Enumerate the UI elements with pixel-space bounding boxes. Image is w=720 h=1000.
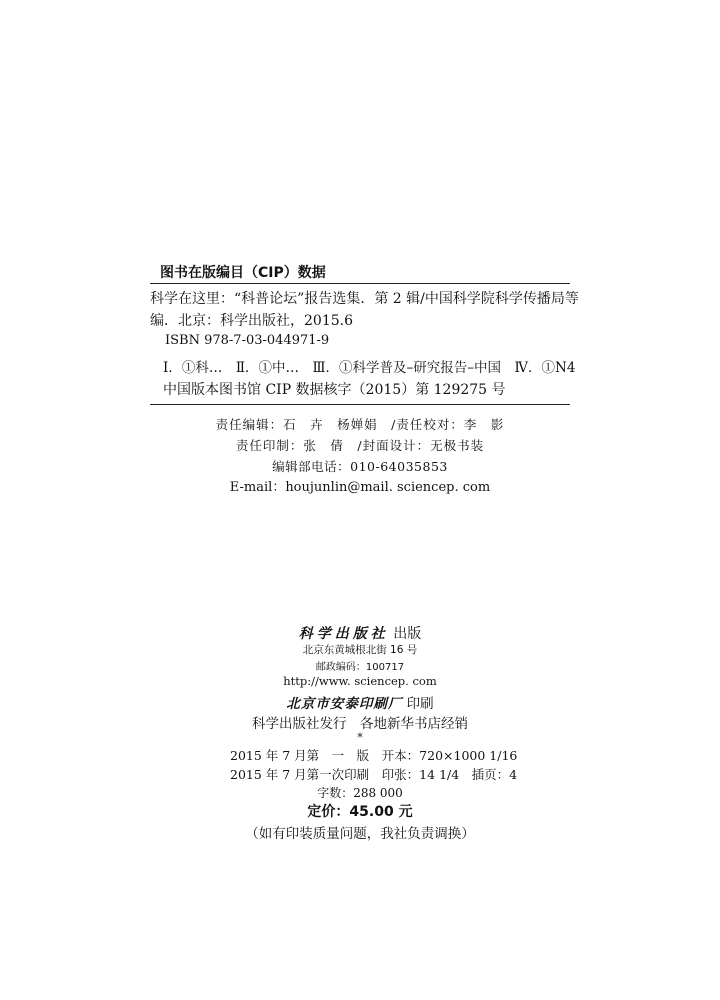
- cip-number: 中国版本图书馆 CIP 数据核字（2015）第 129275 号: [163, 382, 506, 398]
- editors-line-1: 责任编辑：石 卉 杨婵娟 /责任校对：李 影: [215, 417, 505, 432]
- publisher-name: 科学出版社: [298, 626, 389, 642]
- printer-name: 北京市安泰印刷厂: [286, 696, 403, 712]
- printer-suffix: 印刷: [406, 696, 434, 712]
- publisher-suffix: 出版: [393, 626, 422, 642]
- publisher-address: 北京东黄城根北街 16 号: [302, 644, 418, 656]
- publisher-line: [0, 623, 720, 643]
- distribution: 科学出版社发行 各地新华书店经销: [252, 716, 468, 732]
- publisher-url: http://www. sciencep. com: [283, 674, 437, 688]
- printing-info: 2015 年 7 月第一次印刷 印张：14 1/4 插页：4: [230, 767, 518, 782]
- price: 定价：45.00 元: [307, 804, 413, 820]
- cip-bottom-rule: [150, 404, 570, 405]
- cip-title: 图书在版编目（CIP）数据: [160, 265, 326, 281]
- editorial-phone: 编辑部电话：010-64035853: [272, 459, 448, 474]
- quality-notice: （如有印装质量问题，我社负责调换）: [245, 826, 475, 842]
- printer-line: [0, 692, 720, 712]
- editors-line-2: 责任印制：张 倩 /封面设计：无极书装: [235, 438, 485, 453]
- postcode: 邮政编码：100717: [315, 662, 405, 673]
- cip-top-rule: [150, 283, 570, 284]
- edition-info: 2015 年 7 月第 一 版 开本：720×1000 1/16: [230, 748, 518, 763]
- isbn: ISBN 978-7-03-044971-9: [165, 333, 330, 348]
- separator-star: *: [357, 731, 363, 744]
- classification: Ⅰ．①科… Ⅱ．①中… Ⅲ．①科学普及–研究报告–中国 Ⅳ．①N4: [163, 360, 576, 376]
- cip-entry-line-continued: 编．北京：科学出版社，2015.6: [150, 313, 353, 329]
- editorial-email: E-mail：houjunlin@mail. sciencep. com: [229, 480, 491, 495]
- cip-entry-line: 科学在这里：“科普论坛”报告选集．第 2 辑/中国科学院科学传播局等: [150, 291, 579, 307]
- word-count: 字数：288 000: [317, 786, 403, 800]
